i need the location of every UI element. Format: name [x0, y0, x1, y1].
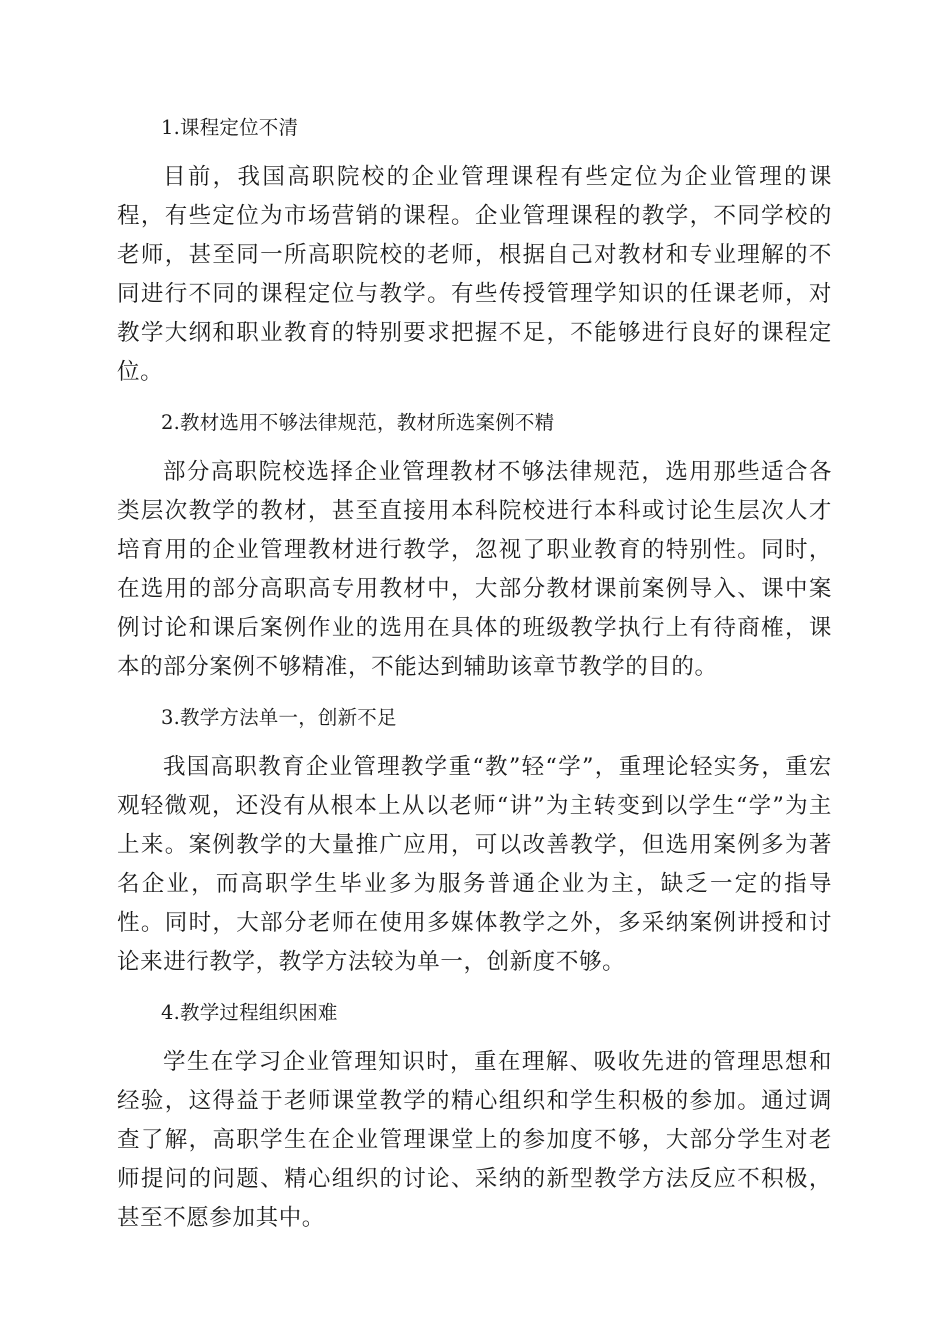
section-paragraph: 我国高职教育企业管理教学重“教”轻“学”，重理论轻实务，重宏观轻微观，还没有从根本上从以老师“讲”为主转变到以学生“学”为主上来。案例教学的大量推广应用，可以改善教学，但选用案例多为著名企业，而高职学生毕业多为服务普通企业为主，缺乏一定的指导性。同时，大部分老师在使用多媒体教学之外，多采纳案例讲授和讨论来进行教学，教学方法较为单一，创新度不够。 — [117, 754, 832, 975]
section-paragraph: 学生在学习企业管理知识时，重在理解、吸收先进的管理思想和经验，这得益于老师课堂教学的精心组织和学生积极的参加。通过调查了解，高职学生在企业管理课堂上的参加度不够，大部分学生对老师提问的问题、精心组织的讨论、采纳的新型教学方法反应不积极，甚至不愿参加其中。 — [117, 1049, 832, 1231]
section-heading: 1.课程定位不清 — [161, 116, 299, 139]
section-paragraph: 目前，我国高职院校的企业管理课程有些定位为企业管理的课程，有些定位为市场营销的课程。企业管理课程的教学，不同学校的老师，甚至同一所高职院校的老师，根据自己对教材和专业理解的不同进行不同的课程定位与教学。有些传授管理学知识的任课老师，对教学大纲和职业教育的特别要求把握不足，不能够进行良好的课程定位。 — [117, 164, 832, 385]
section-paragraph: 部分高职院校选择企业管理教材不够法律规范，选用那些适合各类层次教学的教材，甚至直接用本科院校进行本科或讨论生层次人才培育用的企业管理教材进行教学，忽视了职业教育的特别性。同时，在选用的部分高职高专用教材中，大部分教材课前案例导入、课中案例讨论和课后案例作业的选用在具体的班级教学执行上有待商榷，课本的部分案例不够精准，不能达到辅助该章节教学的目的。 — [117, 459, 832, 680]
section-heading: 4.教学过程组织困难 — [161, 1001, 338, 1024]
section-1 — [117, 108, 832, 392]
section-4 — [117, 993, 832, 1238]
section-heading: 3.教学方法单一，创新不足 — [161, 706, 397, 729]
section-heading: 2.教材选用不够法律规范，教材所选案例不精 — [161, 411, 555, 434]
section-3 — [117, 698, 832, 982]
document-page — [117, 108, 832, 1249]
section-2 — [117, 403, 832, 687]
